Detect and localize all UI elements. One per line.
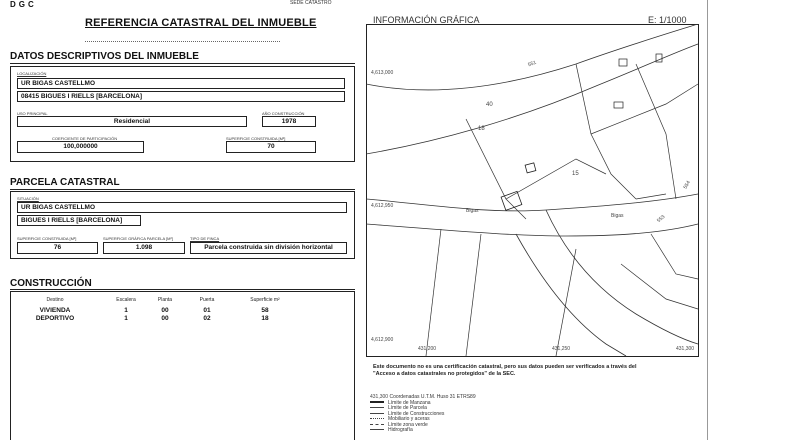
- col-superficie: Superficie m²: [250, 297, 280, 303]
- map-label: 18: [478, 126, 485, 132]
- table-cell: 01: [203, 307, 211, 314]
- legend-item: Hidrografía: [370, 427, 570, 433]
- legend-item: Límite de Manzana: [370, 400, 570, 406]
- coord-label: 4,612,950: [371, 203, 394, 209]
- coef-label: COEFICIENTE DE PARTICIPACIÓN: [52, 136, 118, 141]
- map-label: Bigas: [611, 213, 624, 219]
- tipo-value: Parcela construida sin división horizontal: [190, 242, 347, 254]
- table-cell: 1: [124, 307, 128, 314]
- table-cell: VIVIENDA: [39, 307, 71, 314]
- table-cell: 1: [124, 315, 128, 322]
- col-puerta: Puerta: [199, 297, 215, 303]
- map-label: 15: [572, 171, 579, 177]
- table-cell: 58: [261, 307, 269, 314]
- section-divider: [10, 289, 355, 290]
- notice-line-1: Este documento no es una certificación catastral, pero sus datos pueden ser verificados a través del: [373, 364, 637, 370]
- legend-item: Límite zona verde: [370, 422, 570, 428]
- tipo-label: TIPO DE FINCA: [190, 236, 220, 241]
- sup-const-label: SUPERFICIE CONSTRUIDA [M²]: [17, 236, 77, 241]
- sup-const-value: 76: [17, 242, 98, 254]
- section-divider: [10, 189, 355, 190]
- section-title-parcela: PARCELA CATASTRAL: [10, 177, 120, 188]
- section-title-datos: DATOS DESCRIPTIVOS DEL INMUEBLE: [10, 51, 199, 62]
- situacion-label: SITUACIÓN: [17, 196, 39, 201]
- line-sample-icon: [370, 418, 384, 419]
- col-escalera: Escalera: [116, 297, 136, 303]
- line-sample-icon: [370, 429, 384, 430]
- grafica-title: INFORMACIÓN GRÁFICA: [373, 15, 480, 25]
- localizacion-label: LOCALIZACIÓN: [17, 71, 47, 76]
- cadastral-map: [366, 24, 702, 360]
- localizacion-line-1: UR BIGAS CASTELLMO: [17, 78, 345, 89]
- map-label: Bigas: [466, 208, 479, 214]
- col-planta: Planta: [157, 297, 173, 303]
- sup-graf-value: 1.098: [103, 242, 185, 254]
- legend-item: Mobiliario y aceras: [370, 416, 570, 422]
- notice-line-2: "Acceso a datos catastrales no protegidos" de la SEC.: [373, 371, 516, 377]
- legend-item: Límite de Construcciones: [370, 411, 570, 417]
- table-cell: 00: [161, 315, 169, 322]
- map-label: 551: [527, 59, 538, 69]
- sup-graf-label: SUPERFICIE GRÁFICA PARCELA [M²]: [103, 236, 173, 241]
- map-label: 554: [682, 179, 692, 191]
- superficie-label: SUPERFICIE CONSTRUIDA [M²]: [226, 136, 286, 141]
- section-title-construccion: CONSTRUCCIÓN: [10, 278, 92, 289]
- localizacion-line-2: 08415 BIGUES I RIELLS [BARCELONA]: [17, 91, 345, 102]
- coord-label: 431,250: [552, 346, 571, 352]
- coord-label: 431,300: [676, 346, 695, 352]
- section-divider: [10, 63, 355, 64]
- superficie-value: 70: [226, 141, 316, 153]
- page-edge-line: [707, 0, 708, 440]
- table-cell: 18: [261, 315, 269, 322]
- table-cell: 02: [203, 315, 211, 322]
- map-label: 553: [656, 214, 667, 224]
- coord-label: 4,613,000: [371, 70, 394, 76]
- anio-label: AÑO CONSTRUCCIÓN: [262, 111, 305, 116]
- coord-label: 4,612,900: [371, 337, 394, 343]
- line-sample-icon: [370, 407, 384, 408]
- page-title: REFERENCIA CATASTRAL DEL INMUEBLE: [85, 17, 317, 29]
- situacion-line-1: UR BIGAS CASTELLMO: [17, 202, 347, 213]
- coef-value: 100,000000: [17, 141, 144, 153]
- logo-text: DGC: [10, 0, 37, 9]
- map-label: 40: [486, 102, 493, 108]
- uso-value: Residencial: [17, 116, 247, 127]
- table-cell: 00: [161, 307, 169, 314]
- header-small-text: SEDE CATASTRO: [290, 0, 332, 6]
- map-legend: [370, 394, 570, 433]
- reference-field: [85, 30, 280, 42]
- line-sample-icon: [370, 401, 384, 403]
- legend-coord: 431,300: [370, 394, 389, 400]
- line-sample-icon: [370, 424, 384, 425]
- coord-label: 431,200: [418, 346, 437, 352]
- table-cell: DEPORTIVO: [35, 315, 75, 322]
- uso-label: USO PRINCIPAL: [17, 111, 48, 116]
- legend-item: 431,300 Coordenadas U.T.M. Huso 31 ETRS89: [370, 394, 476, 400]
- situacion-line-2: BIGUES I RIELLS [BARCELONA]: [17, 215, 141, 226]
- grafica-scale: E: 1/1000: [648, 15, 687, 25]
- legend-item: Límite de Parcela: [370, 405, 570, 411]
- col-destino: Destino: [46, 297, 64, 303]
- line-sample-icon: [370, 413, 384, 414]
- anio-value: 1978: [262, 116, 316, 127]
